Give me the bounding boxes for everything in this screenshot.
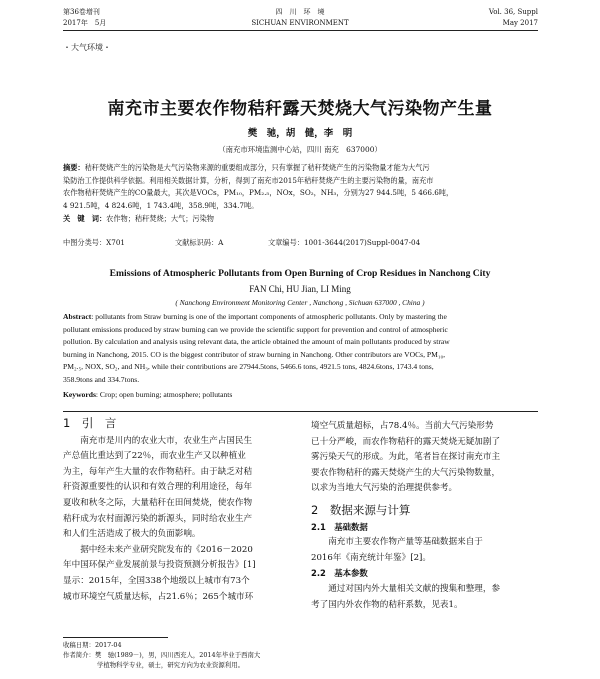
paragraph-line: 要农作物秸秆的露天焚烧产生的大气污染物数量， — [311, 467, 501, 478]
paragraph-line: 已十分严峻，而农作物秸秆的露天焚烧无疑加剧了 — [311, 436, 501, 447]
page-title: 南充市主要农作物秸秆露天焚烧大气污染物产生量 — [107, 99, 493, 119]
paragraph-line: 城市环境空气质量达标，占21.6％；265个城市环 — [63, 591, 254, 602]
abstract-en-line: pollution. By calculation and analysis using relevant data, the article obtained the amount of main pollutants produced by straw — [63, 337, 450, 347]
abstract-en-line: 358.9tons and 334.7tons. — [63, 374, 140, 384]
abstract-cn-line: 农作物秸秆焚烧产生的CO量最大，其次是VOCs，PM₁₀，PM₂.₅，NOx，SO₂，NH₃，分别为27 944.5吨，5 466.6吨， — [63, 188, 454, 197]
received-date: 收稿日期：2017-04 — [63, 641, 122, 649]
affiliation-en: ( Nanchong Environment Monitoring Center , Nanchong , Sichuan 637000 , China ) — [175, 298, 425, 307]
abstract-en-line: : pollutants from Straw burning is one of the important components of atmospheric pollutants. Only by mastering the — [91, 312, 447, 321]
abstract-en-line: pollutant emissions produced by straw burning can we provide the scientific support for prevention and control of atmospheric — [63, 324, 448, 334]
paragraph-line: 产总值比重达到了22％，而农业生产又以种植业 — [63, 451, 246, 462]
header-volume-cn: 第36卷增刊 — [63, 8, 100, 16]
paragraph-line: 夏收和秋冬之际，大量秸秆在田间焚烧，使农作物 — [63, 497, 253, 508]
abstract-cn-line: 染防治工作提供科学依据。利用相关数据计算，分析，得到了南充市2015年秸秆焚烧产生的主要污染物的量，南充市 — [63, 175, 434, 185]
header-date-en: May 2017 — [502, 19, 538, 27]
paragraph-line: 境空气质量超标，占78.4％。当前大气污染形势 — [311, 421, 494, 431]
authors-cn: 樊 驰，胡 健，李 明 — [247, 128, 353, 139]
paragraph-line: 秆资源重要性的认识和有效合理的利用途径，每年 — [63, 482, 253, 493]
title-en: Emissions of Atmospheric Pollutants from Open Burning of Crop Residues in Nanchong City — [109, 268, 491, 279]
paragraph-line: 为主，每年产生大量的农作物秸秆。由于缺乏对秸 — [63, 466, 253, 477]
abstract-cn-label: 摘要： — [63, 163, 85, 172]
keywords-cn-label: 关 键 词： — [63, 214, 107, 223]
abstract-cn — [63, 162, 541, 226]
paragraph-line: 2016年《南充统计年鉴》[2]。 — [311, 552, 431, 563]
author-intro: 学植物科学专业，硕士，研究方向为农业资源利用。 — [97, 661, 244, 669]
right-column — [311, 419, 541, 613]
section-2-2-heading: 2.2 基本参数 — [311, 568, 368, 579]
paragraph-line: 考了国内外农作物的秸秆系数，见表1。 — [311, 599, 463, 610]
abstract-en-label: Abstract — [63, 312, 92, 321]
section-1-heading: 1 引 言 — [63, 416, 117, 430]
keywords-cn: 农作物；秸秆焚烧；大气；污染物 — [106, 214, 214, 223]
paragraph-line: 年中国环保产业发展前景与投资预测分析报告》[1] — [63, 560, 256, 571]
header-date-cn: 2017年 5月 — [63, 19, 107, 27]
abstract-cn-line: 4 921.5吨，4 824.6吨，1 743.4吨，358.9吨，334.7吨。 — [63, 200, 259, 210]
abstract-cn-line: 秸秆焚烧产生的污染物是大气污染物来源的重要组成部分，只有掌握了秸秆焚烧产生的污染物量才能为大气污 — [84, 163, 430, 172]
abstract-en-line: burning in Nanchong, 2015. CO is the biggest contributor of straw burning in Nanchong. Other contributors are VOCs, PM₁₀, — [63, 349, 446, 359]
affiliation-cn: （南充市环境监测中心站，四川 南充 637000） — [218, 145, 382, 154]
section-label: ・大气环境・ — [63, 43, 111, 52]
author-intro: 作者简介：樊 驰(1989－)，男，四川西充人，2014年毕业于西南大 — [63, 651, 261, 659]
header-rule — [63, 30, 538, 31]
paragraph-line: 南充市是川内的农业大市，农业生产占国民生 — [80, 435, 253, 446]
paragraph-line: 据中经未来产业研究院发布的《2016－2020 — [80, 544, 253, 555]
abstract-en — [63, 311, 541, 401]
section-2-1-heading: 2.1 基础数据 — [311, 521, 368, 532]
keywords-en: : Crop; open burning; atmosphere; pollutants — [95, 389, 233, 399]
paragraph-line: 通过对国内外大量相关文献的搜集和整理，参 — [328, 583, 501, 594]
paragraph-line: 秸秆成为农村面源污染的新源头，同时给农业生产 — [63, 513, 253, 524]
clc-number: 中图分类号：X701 — [63, 238, 125, 247]
footnote-rule — [63, 637, 168, 638]
abstract-en-line: PM₂.₅, NOX, SO₂, and NH₃, while their contributions are 27944.5tons, 5466.6 tons, 4921.5 tons, 4824.6tons, 1743.4 tons, — [63, 362, 434, 372]
header-volume-en: Vol. 36, Suppl — [488, 8, 538, 16]
left-column — [63, 416, 291, 605]
paragraph-line: 显示：2015年，全国338个地级以上城市有73个 — [63, 575, 250, 586]
header-journal-en: SICHUAN ENVIRONMENT — [251, 19, 349, 27]
paragraph-line: 和人们生活造成了极大的负面影响。 — [63, 529, 201, 540]
document-code: 文献标识码：A — [175, 238, 224, 247]
article-number: 文章编号：1001-3644(2017)Suppl-0047-04 — [268, 238, 421, 247]
keywords-en-label: Keywords — [63, 389, 96, 399]
section-2-heading: 2 数据来源与计算 — [311, 502, 411, 517]
footnote — [63, 640, 303, 670]
paragraph-line: 以求为当地大气污染的治理提供参考。 — [311, 483, 458, 494]
paragraph-line: 南充市主要农作物产量等基础数据来自于 — [328, 537, 483, 548]
header-journal-cn: 四 川 环 境 — [275, 8, 325, 16]
abstract-divider — [63, 411, 538, 412]
paragraph-line: 雾污染天气的形成。为此，笔者旨在探讨南充市主 — [311, 452, 501, 463]
authors-en: FAN Chi, HU Jian, LI Ming — [249, 284, 351, 294]
